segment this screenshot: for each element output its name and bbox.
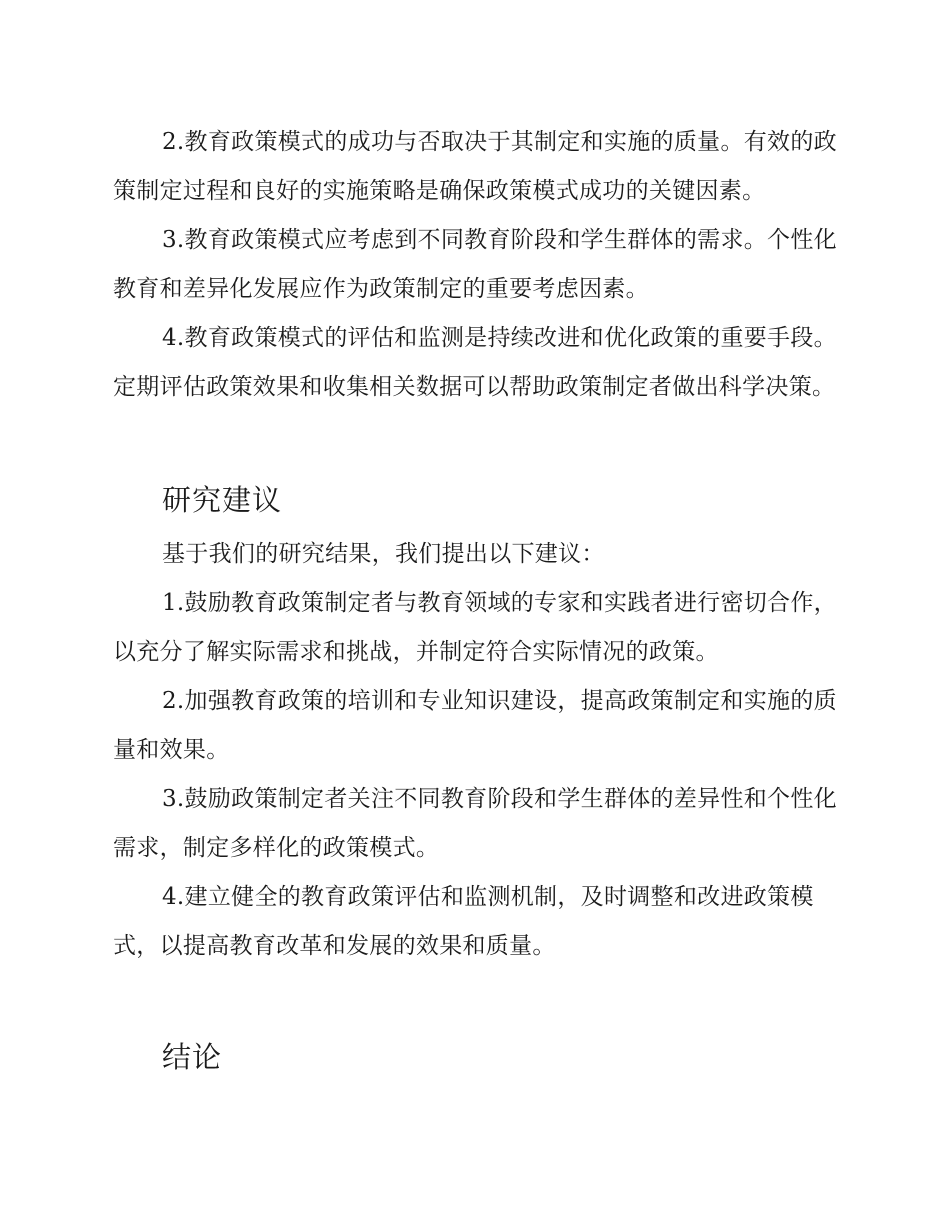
recommendation-item-4: 4.建立健全的教育政策评估和监测机制，及时调整和改进政策模式，以提高教育改革和发展的效果和质量。 bbox=[113, 884, 814, 959]
section-heading-conclusion: 结论 bbox=[162, 1040, 223, 1074]
recommendation-item-1: 1.鼓励教育政策制定者与教育领域的专家和实践者进行密切合作，以充分了解实际需求和挑战，并制定符合实际情况的政策。 bbox=[113, 590, 837, 665]
recommendation-item-3: 3.鼓励政策制定者关注不同教育阶段和学生群体的差异性和个性化需求，制定多样化的政策模式。 bbox=[113, 786, 837, 861]
section-heading-recommendations: 研究建议 bbox=[162, 483, 283, 517]
conclusion-item-3: 3.教育政策模式应考虑到不同教育阶段和学生群体的需求。个性化教育和差异化发展应作为政策制定的重要考虑因素。 bbox=[113, 227, 837, 302]
recommendation-item-2: 2.加强教育政策的培训和专业知识建设，提高政策制定和实施的质量和效果。 bbox=[113, 688, 837, 763]
conclusion-item-2: 2.教育政策模式的成功与否取决于其制定和实施的质量。有效的政策制定过程和良好的实施策略是确保政策模式成功的关键因素。 bbox=[113, 129, 837, 204]
section-spacer bbox=[113, 971, 853, 1037]
section-spacer bbox=[113, 520, 853, 530]
document-page bbox=[113, 118, 853, 1077]
section-spacer bbox=[113, 412, 853, 480]
conclusion-item-4: 4.教育政策模式的评估和监测是持续改进和优化政策的重要手段。定期评估政策效果和收集相关数据可以帮助政策制定者做出科学决策。 bbox=[113, 325, 837, 400]
recommendations-intro: 基于我们的研究结果，我们提出以下建议： bbox=[162, 541, 605, 567]
